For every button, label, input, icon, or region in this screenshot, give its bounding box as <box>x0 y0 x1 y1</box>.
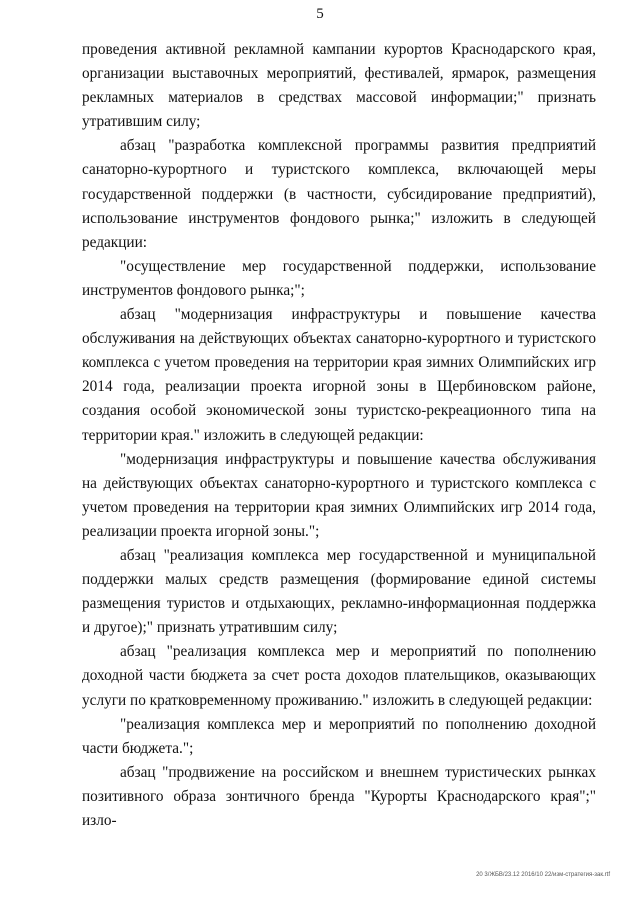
paragraph-2: абзац "разработка комплексной программы развития предприятий санаторно-курортного и туристского комплекса, включающей меры государственной поддержки (в частности, субсидирование предприятий), использование инструментов фондового рынка;" изложить в следующей редакции: <box>82 137 596 251</box>
paragraph-4: абзац "модернизация инфраструктуры и повышение качества обслуживания на действующих объектах санаторно-курортного и туристского комплекса с учетом проведения на территории края зимних Олимпийских игр 2014 года, реализации проекта игорной зоны в Щербиновском районе, создания особой экономической зоны туристско-рекреационного типа на территории края." изложить в следующей редакции: <box>82 306 596 444</box>
paragraph-5: "модернизация инфраструктуры и повышение качества обслуживания на действующих объектах санаторно-курортного и туристского комплекса с учетом проведения на территории края зимних Олимпийских игр 2014 года, реализации проекта игорной зоны."; <box>82 450 596 540</box>
page-number: 5 <box>316 6 324 22</box>
paragraph-7: абзац "реализация комплекса мер и мероприятий по пополнению доходной части бюджета за счет роста доходов плательщиков, оказывающих услуги по кратковременному проживанию." изложить в следующей редакции: <box>82 643 596 709</box>
document-body <box>82 38 596 833</box>
paragraph-3: "осуществление мер государственной поддержки, использование инструментов фондового рынка;"; <box>82 257 596 299</box>
paragraph-9: абзац "продвижение на российском и внешнем туристических рынках позитивного образа зонтичного бренда "Курорты Краснодарского края";" изло- <box>82 763 596 829</box>
footer-file-path: 20 3/ЖБВ/23.12 2016/10 22/изм-стратегия-зак.rtf <box>476 872 610 878</box>
paragraph-8: "реализация комплекса мер и мероприятий по пополнению доходной части бюджета."; <box>82 715 596 757</box>
paragraph-6: абзац "реализация комплекса мер государственной и муниципальной поддержки малых средств размещения (формирование единой системы размещения туристов и отдыхающих, рекламно-информационная поддержка и другое);" признать утратившим силу; <box>82 546 596 637</box>
paragraph-1: проведения активной рекламной кампании курортов Краснодарского края, организации выставочных мероприятий, фестивалей, ярмарок, размещения рекламных материалов в средствах массовой информации;" признать утратившим силу; <box>82 41 596 131</box>
